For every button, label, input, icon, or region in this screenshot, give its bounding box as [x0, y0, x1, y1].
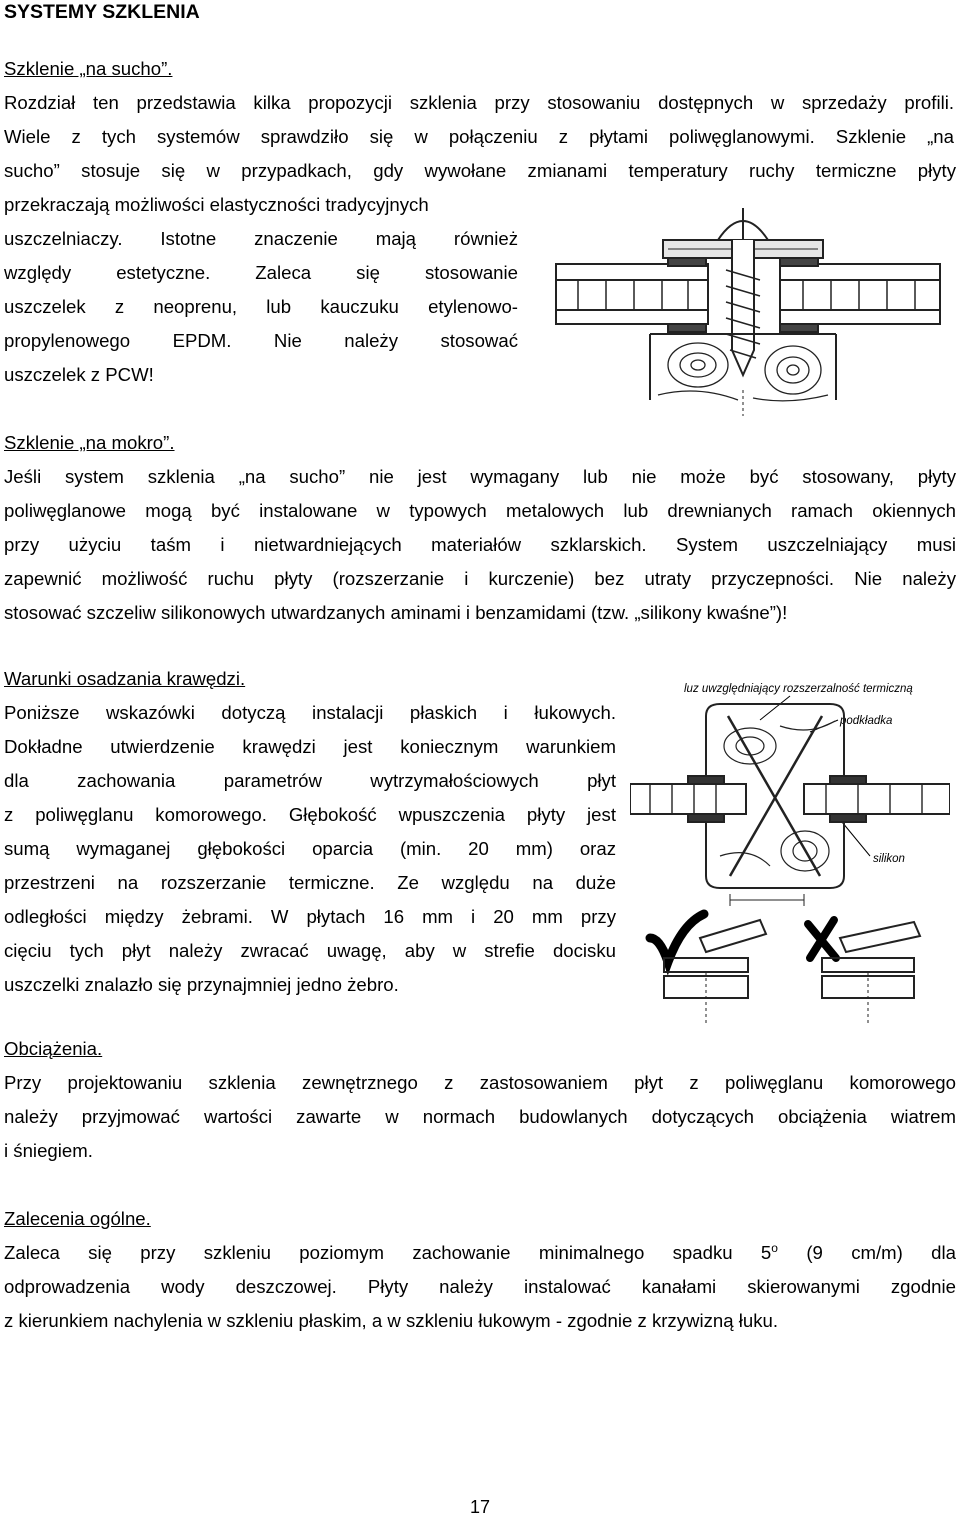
general-line-2: odprowadzenia wody deszczowej. Płyty należy instalować kanałami skierowanymi zgodnie: [4, 1276, 956, 1297]
general-line-1: Zaleca się przy szkleniu poziomym zachowanie minimalnego spadku 5$^o$ (9 cm/m) dla: [4, 1240, 956, 1263]
dry-heading: Szklenie „na sucho”.: [4, 58, 173, 79]
loads-line-1: Przy projektowaniu szklenia zewnętrznego z zastosowaniem płyt z poliwęglanu komorowego: [4, 1072, 956, 1093]
edge-line-8: cięciu tych płyt należy zwracać uwagę, aby w strefie docisku: [4, 940, 616, 961]
loads-line-3: i śniegiem.: [4, 1140, 93, 1161]
dry-line-2: Wiele z tych systemów sprawdziło się w połączeniu z płytami poliwęglanowymi. Szklenie „na: [4, 126, 954, 147]
edge-line-2: Dokładne utwierdzenie krawędzi jest koniecznym warunkiem: [4, 736, 616, 757]
dry-line-5: uszczelniaczy. Istotne znaczenie mają również: [4, 228, 518, 249]
dry-line-1: Rozdział ten przedstawia kilka propozycji szklenia przy stosowaniu dostępnych w sprzedaży profili.: [4, 92, 954, 113]
dry-glazing-diagram: [548, 200, 948, 418]
edge-line-6: przestrzeni na rozszerzanie termiczne. Ze względu na duże: [4, 872, 616, 893]
edge-heading: Warunki osadzania krawędzi.: [4, 668, 246, 689]
page-title: SYSTEMY SZKLENIA: [4, 1, 200, 23]
dry-line-9: uszczelek z PCW!: [4, 364, 154, 385]
wet-line-5: stosować szczeliw silikonowych utwardzanych aminami i benzamidami (tzw. „silikony kwaśne”)!: [4, 602, 788, 623]
edge-glazing-diagram: [630, 676, 950, 1032]
dry-line-6: względy estetyczne. Zaleca się stosowanie: [4, 262, 518, 283]
wet-line-2: poliwęglanowe mogą być instalowane w typowych metalowych lub drewnianych ramach okiennych: [4, 500, 956, 521]
edge-line-1: Poniższe wskazówki dotyczą instalacji płaskich i łukowych.: [4, 702, 616, 723]
label-thermal-gap: luz uwzględniający rozszerzalność termiczną: [684, 683, 913, 695]
dry-line-7: uszczelek z neoprenu, lub kauczuku etylenowo-: [4, 296, 518, 317]
wet-line-1: Jeśli system szklenia „na sucho” nie jest wymagany lub nie może być stosowany, płyty: [4, 466, 956, 487]
loads-heading: Obciążenia.: [4, 1038, 103, 1059]
wet-heading: Szklenie „na mokro”.: [4, 432, 175, 453]
general-line-3: z kierunkiem nachylenia w szkleniu płaskim, a w szkleniu łukowym - zgodnie z krzywizną łuku.: [4, 1310, 779, 1331]
edge-line-4: z poliwęglanu komorowego. Głębokość wpuszczenia płyty jest: [4, 804, 616, 825]
dry-line-3: sucho” stosuje się w przypadkach, gdy wywołane zmianami temperatury ruchy termiczne płyty: [4, 160, 956, 181]
edge-line-3: dla zachowania parametrów wytrzymałościowych płyt: [4, 770, 616, 791]
edge-line-5: sumą wymaganej głębokości oparcia (min. 20 mm) oraz: [4, 838, 616, 859]
dry-line-8: propylenowego EPDM. Nie należy stosować: [4, 330, 518, 351]
edge-line-9: uszczelki znalazło się przynajmniej jedno żebro.: [4, 974, 399, 995]
label-washer: podkładka: [840, 715, 893, 727]
wet-line-3: przy użyciu taśm i nietwardniejących materiałów szklarskich. System uszczelniający musi: [4, 534, 956, 555]
label-silicone: silikon: [873, 853, 905, 865]
page-number: 17: [469, 1497, 491, 1517]
loads-line-2: należy przyjmować wartości zawarte w normach budowlanych dotyczących obciążenia wiatrem: [4, 1106, 956, 1127]
dry-line-4: przekraczają możliwości elastyczności tradycyjnych: [4, 194, 429, 215]
general-heading: Zalecenia ogólne.: [4, 1208, 151, 1229]
wet-line-4: zapewnić możliwość ruchu płyty (rozszerzanie i kurczenie) bez utraty przyczepności. Nie należy: [4, 568, 956, 589]
edge-line-7: odległości między żebrami. W płytach 16 mm i 20 mm przy: [4, 906, 616, 927]
